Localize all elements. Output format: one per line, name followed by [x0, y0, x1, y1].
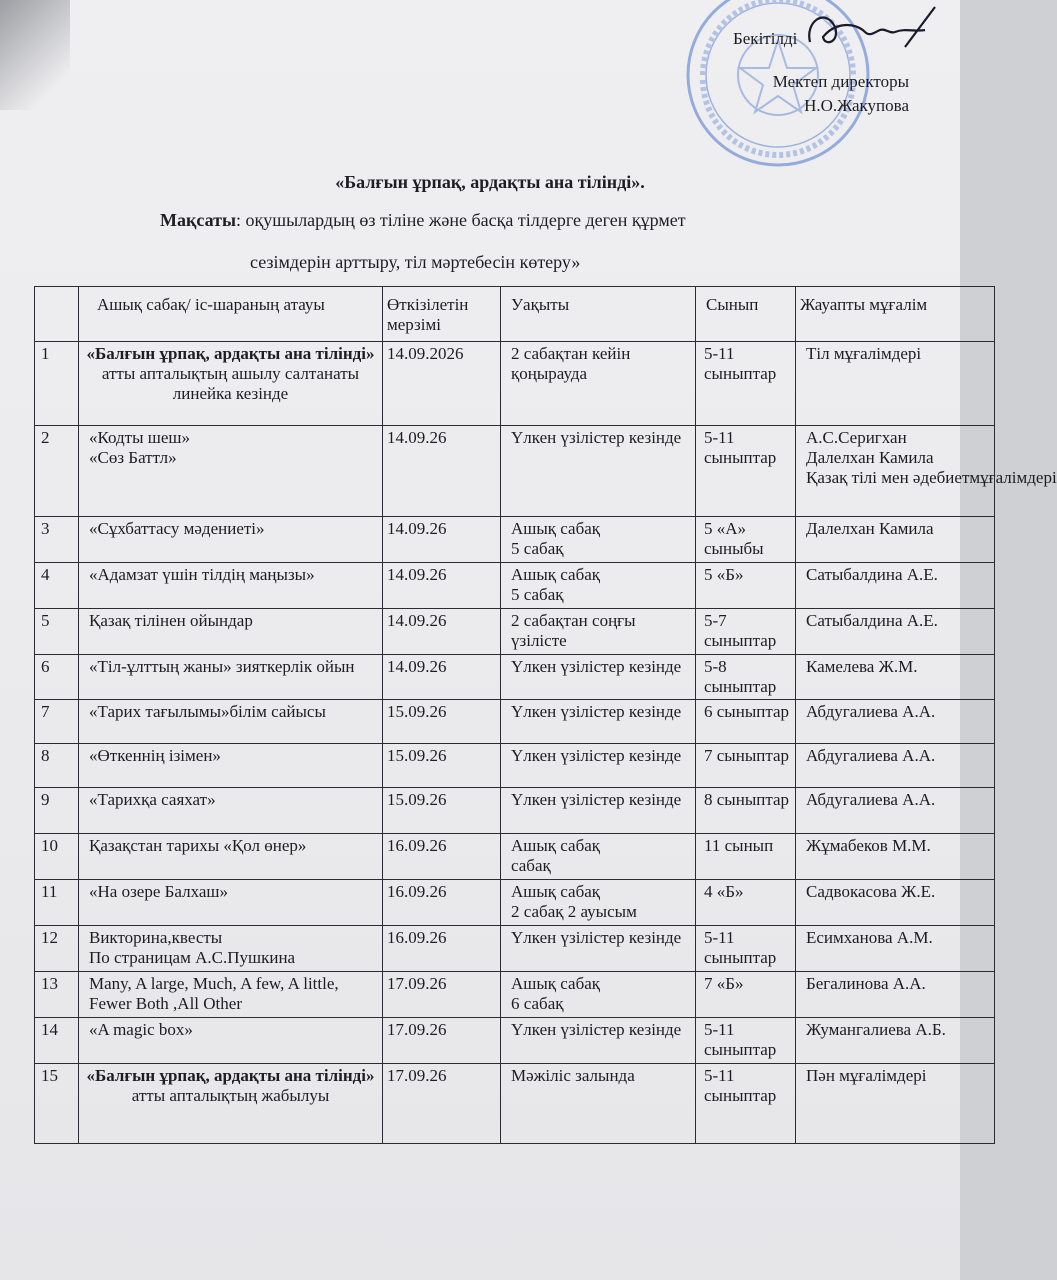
row-number: 11 [35, 880, 79, 926]
event-class: 5-11 сыныптар [696, 1064, 796, 1144]
event-class: 6 сыныптар [696, 700, 796, 744]
header-cell-name: Ашық сабақ/ іс-шараның атауы [79, 287, 383, 342]
document-title: «Балғын ұрпақ, ардақты ана тілінді». [335, 172, 645, 192]
goal-text-1: : оқушылардың өз тіліне және басқа тілдерге деген құрмет [236, 210, 686, 230]
event-name: Қазақ тілінен ойындар [79, 609, 383, 655]
event-time: Үлкен үзілістер кезінде [501, 700, 696, 744]
table-row [35, 926, 995, 972]
event-teacher: Тіл мұғалімдері [796, 342, 995, 426]
event-name: Қазақстан тарихы «Қол өнер» [79, 834, 383, 880]
event-time: Ашық сабақ 2 сабақ 2 ауысым [501, 880, 696, 926]
event-time: Мәжіліс залында [501, 1064, 696, 1144]
event-time: 2 сабақтан кейін қоңырауда [501, 342, 696, 426]
row-number: 8 [35, 744, 79, 788]
table-row [35, 880, 995, 926]
event-teacher: Жумангалиева А.Б. [796, 1018, 995, 1064]
goal-label: Мақсаты [160, 210, 236, 230]
event-date: 17.09.26 [383, 1018, 501, 1064]
table-row [35, 609, 995, 655]
approved-label: Бекітілді [733, 29, 798, 48]
event-time: Үлкен үзілістер кезінде [501, 744, 696, 788]
table-row [35, 1064, 995, 1144]
event-class: 5-11 сыныптар [696, 342, 796, 426]
event-name: «Тіл-ұлттың жаны» зияткерлік ойын [79, 655, 383, 700]
event-name: «Балғын ұрпақ, ардақты ана тілінді» атты апталықтың жабылуы [79, 1064, 383, 1144]
event-teacher: Абдугалиева А.А. [796, 700, 995, 744]
event-date: 16.09.26 [383, 880, 501, 926]
table-row [35, 655, 995, 700]
page-shadow [0, 0, 70, 110]
event-date: 15.09.26 [383, 700, 501, 744]
event-name: Викторина,квесты По страницам А.С.Пушкина [79, 926, 383, 972]
event-class: 5-11 сыныптар [696, 1018, 796, 1064]
event-date: 16.09.26 [383, 834, 501, 880]
event-name: «Өткеннің ізімен» [79, 744, 383, 788]
event-time: Үлкен үзілістер кезінде [501, 926, 696, 972]
event-class: 4 «Б» [696, 880, 796, 926]
event-date: 15.09.26 [383, 788, 501, 834]
row-number: 14 [35, 1018, 79, 1064]
event-date: 14.09.26 [383, 426, 501, 517]
row-number: 10 [35, 834, 79, 880]
event-class: 5-7 сыныптар [696, 609, 796, 655]
event-class: 7 «Б» [696, 972, 796, 1018]
row-number: 9 [35, 788, 79, 834]
event-teacher: Есимханова А.М. [796, 926, 995, 972]
event-time: Ашық сабақ сабақ [501, 834, 696, 880]
row-number: 3 [35, 517, 79, 563]
row-number: 7 [35, 700, 79, 744]
event-time: Ашық сабақ 5 сабақ [501, 517, 696, 563]
row-number: 15 [35, 1064, 79, 1144]
table-header-row [35, 287, 995, 342]
table-row [35, 342, 995, 426]
table-row [35, 1018, 995, 1064]
event-time: Үлкен үзілістер кезінде [501, 788, 696, 834]
event-date: 14.09.26 [383, 563, 501, 609]
event-name: «Адамзат үшін тілдің маңызы» [79, 563, 383, 609]
event-teacher: Сатыбалдина А.Е. [796, 563, 995, 609]
row-number: 12 [35, 926, 79, 972]
table-row [35, 972, 995, 1018]
table-row [35, 788, 995, 834]
event-time: Ашық сабақ 5 сабақ [501, 563, 696, 609]
director-block [755, 70, 909, 118]
header-cell-date: Өткізілетін мерзімі [383, 287, 501, 342]
event-class: 5 «Б» [696, 563, 796, 609]
event-date: 17.09.26 [383, 972, 501, 1018]
event-class: 5-8 сыныптар [696, 655, 796, 700]
row-number: 5 [35, 609, 79, 655]
event-name-bold: «Балғын ұрпақ, ардақты ана тілінді» [86, 344, 375, 363]
event-teacher: Бегалинова А.А. [796, 972, 995, 1018]
event-class: 5-11 сыныптар [696, 426, 796, 517]
event-class: 8 сыныптар [696, 788, 796, 834]
row-number: 6 [35, 655, 79, 700]
event-date: 17.09.26 [383, 1064, 501, 1144]
header-cell-teacher: Жауапты мұғалім [796, 287, 995, 342]
event-date: 14.09.26 [383, 517, 501, 563]
row-number: 4 [35, 563, 79, 609]
table-row [35, 834, 995, 880]
event-date: 15.09.26 [383, 744, 501, 788]
event-name: «Кодты шеш» «Сөз Баттл» [79, 426, 383, 517]
event-name: «Тарихқа саяхат» [79, 788, 383, 834]
event-date: 14.09.2026 [383, 342, 501, 426]
director-title: Мектеп директоры [772, 72, 909, 91]
header-cell-time: Уақыты [501, 287, 696, 342]
event-teacher: Сатыбалдина А.Е. [796, 609, 995, 655]
signature-icon [795, 2, 945, 62]
goal-line-2: сезімдерін арттыру, тіл мәртебесін көтеру» [250, 252, 581, 272]
event-teacher: Пән мұғалімдері [796, 1064, 995, 1144]
event-date: 16.09.26 [383, 926, 501, 972]
event-name: «На озере Балхаш» [79, 880, 383, 926]
event-time: Ашық сабақ 6 сабақ [501, 972, 696, 1018]
event-teacher: Жұмабеков М.М. [796, 834, 995, 880]
goal-line-1 [160, 210, 686, 231]
event-name: «Сұхбаттасу мәдениеті» [79, 517, 383, 563]
table-row [35, 563, 995, 609]
director-name: Н.О.Жакупова [804, 96, 909, 115]
event-teacher: Абдугалиева А.А. [796, 788, 995, 834]
event-time: Үлкен үзілістер кезінде [501, 426, 696, 517]
event-time: Үлкен үзілістер кезінде [501, 655, 696, 700]
events-table [34, 286, 1057, 1144]
event-date: 14.09.26 [383, 655, 501, 700]
event-teacher: Далелхан Камила [796, 517, 995, 563]
event-name: «A magic box» [79, 1018, 383, 1064]
row-number: 2 [35, 426, 79, 517]
event-class: 7 сыныптар [696, 744, 796, 788]
row-number: 1 [35, 342, 79, 426]
header-cell-num [35, 287, 79, 342]
event-teacher: Абдугалиева А.А. [796, 744, 995, 788]
event-class: 5-11 сыныптар [696, 926, 796, 972]
event-time: Үлкен үзілістер кезінде [501, 1018, 696, 1064]
event-name: Many, A large, Much, A few, A little, Fewer Both ,All Other [79, 972, 383, 1018]
event-class: 11 сынып [696, 834, 796, 880]
event-name-bold: «Балғын ұрпақ, ардақты ана тілінді» [86, 1066, 375, 1085]
event-date: 14.09.26 [383, 609, 501, 655]
table-row [35, 744, 995, 788]
table-row [35, 517, 995, 563]
event-time: 2 сабақтан соңғы үзілісте [501, 609, 696, 655]
event-class: 5 «А» сыныбы [696, 517, 796, 563]
event-teacher: Садвокасова Ж.Е. [796, 880, 995, 926]
event-name: «Балғын ұрпақ, ардақты ана тілінді» атты апталықтың ашылу салтанаты линейка кезінде [79, 342, 383, 426]
event-teacher: А.С.Серигхан Далелхан Камила Қазақ тілі мен әдебиетмұғалімдері [796, 426, 995, 517]
header-cell-class: Сынып [696, 287, 796, 342]
table-row [35, 700, 995, 744]
table-row [35, 426, 995, 517]
event-teacher: Камелева Ж.М. [796, 655, 995, 700]
event-name: «Тарих тағылымы»білім сайысы [79, 700, 383, 744]
row-number: 13 [35, 972, 79, 1018]
